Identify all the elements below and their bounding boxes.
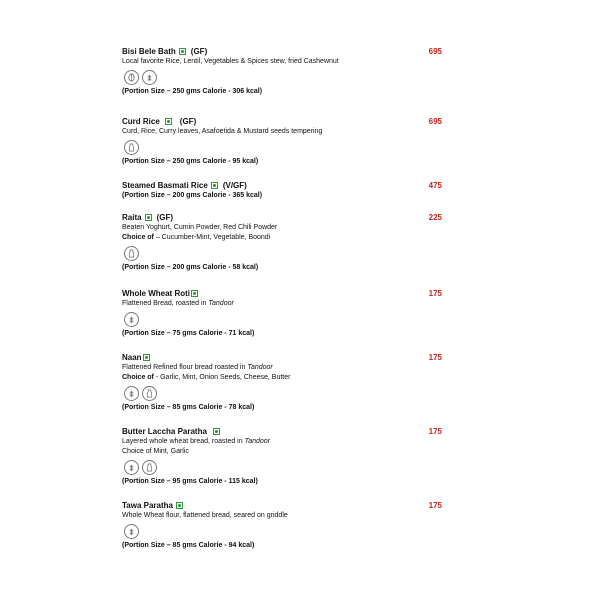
wheat-allergen-icon — [124, 524, 139, 539]
item-description — [122, 437, 442, 447]
menu-list — [122, 46, 442, 560]
nut-allergen-icon — [124, 70, 139, 85]
item-description — [122, 363, 442, 373]
veg-icon — [143, 354, 150, 361]
milk-allergen-icon — [124, 140, 139, 155]
veg-icon — [211, 182, 218, 189]
description-text: Flattened Refined flour bread roasted in — [122, 364, 248, 371]
portion-info: (Portion Size – 250 gms Calorie - 95 kcal) — [122, 158, 259, 165]
item-price: 175 — [428, 289, 442, 298]
veg-icon — [213, 428, 220, 435]
portion-info: (Portion Size – 250 gms Calorie - 306 kcal) — [122, 88, 263, 95]
veg-icon — [165, 118, 172, 125]
item-description — [122, 299, 442, 309]
milk-allergen-icon — [142, 460, 157, 475]
item-name: Steamed Basmati Rice — [122, 181, 208, 190]
portion-info: (Portion Size – 85 gms Calorie - 78 kcal) — [122, 404, 255, 411]
item-price: 175 — [428, 501, 442, 510]
item-tag: (GF) — [190, 47, 208, 56]
portion-info: (Portion Size – 85 gms Calorie - 94 kcal) — [122, 542, 255, 549]
menu-item-butter-laccha-paratha — [122, 426, 442, 500]
item-price: 475 — [428, 181, 442, 190]
choice-label: Choice of — [122, 374, 154, 381]
item-price: 695 — [428, 47, 442, 56]
menu-item-curd-rice — [122, 116, 442, 180]
item-choice: Choice of Mint, Garlic — [122, 448, 189, 455]
item-price: 225 — [428, 213, 442, 222]
item-tag: (V/GF) — [222, 181, 247, 190]
item-price: 175 — [428, 427, 442, 436]
item-tag: (GF) — [179, 117, 197, 126]
veg-icon — [191, 290, 198, 297]
item-name: Whole Wheat Roti — [122, 289, 190, 298]
portion-info: (Portion Size – 95 gms Calorie - 115 kcal) — [122, 478, 258, 485]
item-name: Raita — [122, 213, 142, 222]
menu-item-steamed-basmati-rice — [122, 180, 442, 212]
item-name: Bisi Bele Bath — [122, 47, 176, 56]
veg-icon — [145, 214, 152, 221]
veg-icon — [179, 48, 186, 55]
description-italic: Tandoor — [244, 438, 271, 445]
menu-item-tawa-paratha — [122, 500, 442, 560]
item-description: Curd, Rice, Curry leaves, Asafoetida & Mustard seeds tempering — [122, 128, 323, 135]
description-text: Layered whole wheat bread, roasted in — [122, 438, 245, 445]
portion-info: (Portion Size – 200 gms Calorie - 58 kcal) — [122, 264, 259, 271]
portion-info: (Portion Size – 200 gms Calorie - 365 kcal) — [122, 192, 263, 199]
item-name: Curd Rice — [122, 117, 160, 126]
choice-text: – Cucumber-Mint, Vegetable, Boondi — [153, 234, 271, 241]
veg-icon — [176, 502, 183, 509]
item-tag: (GF) — [156, 213, 173, 222]
item-description: Beaten Yoghurt, Cumin Powder, Red Chili Powder — [122, 224, 278, 231]
item-description: Local favorite Rice, Lentil, Vegetables & Spices stew, fried Cashewnut — [122, 58, 339, 65]
item-name: Tawa Paratha — [122, 501, 173, 510]
menu-item-raita — [122, 212, 442, 288]
description-italic: Tandoor — [247, 364, 273, 371]
milk-allergen-icon — [142, 386, 157, 401]
item-description: Whole Wheat flour, flattened bread, seared on griddle — [122, 512, 288, 519]
item-choice — [122, 233, 442, 243]
choice-text: - Garlic, Mint, Onion Seeds, Cheese, Butter — [153, 374, 291, 381]
menu-item-naan — [122, 352, 442, 426]
menu-item-whole-wheat-roti — [122, 288, 442, 352]
description-text: Flattened Bread, roasted in — [122, 300, 209, 307]
item-choice — [122, 373, 442, 383]
portion-info: (Portion Size – 75 gms Calorie - 71 kcal) — [122, 330, 255, 337]
wheat-allergen-icon — [124, 312, 139, 327]
milk-allergen-icon — [124, 246, 139, 261]
wheat-allergen-icon — [124, 460, 139, 475]
choice-label: Choice of — [122, 234, 154, 241]
menu-item-bisi-bele-bath — [122, 46, 442, 116]
item-price: 695 — [428, 117, 442, 126]
wheat-allergen-icon — [124, 386, 139, 401]
description-italic: Tandoor — [208, 300, 234, 307]
cereal-allergen-icon — [142, 70, 157, 85]
item-price: 175 — [428, 353, 442, 362]
item-name: Naan — [122, 353, 142, 362]
item-name: Butter Laccha Paratha — [122, 427, 207, 436]
